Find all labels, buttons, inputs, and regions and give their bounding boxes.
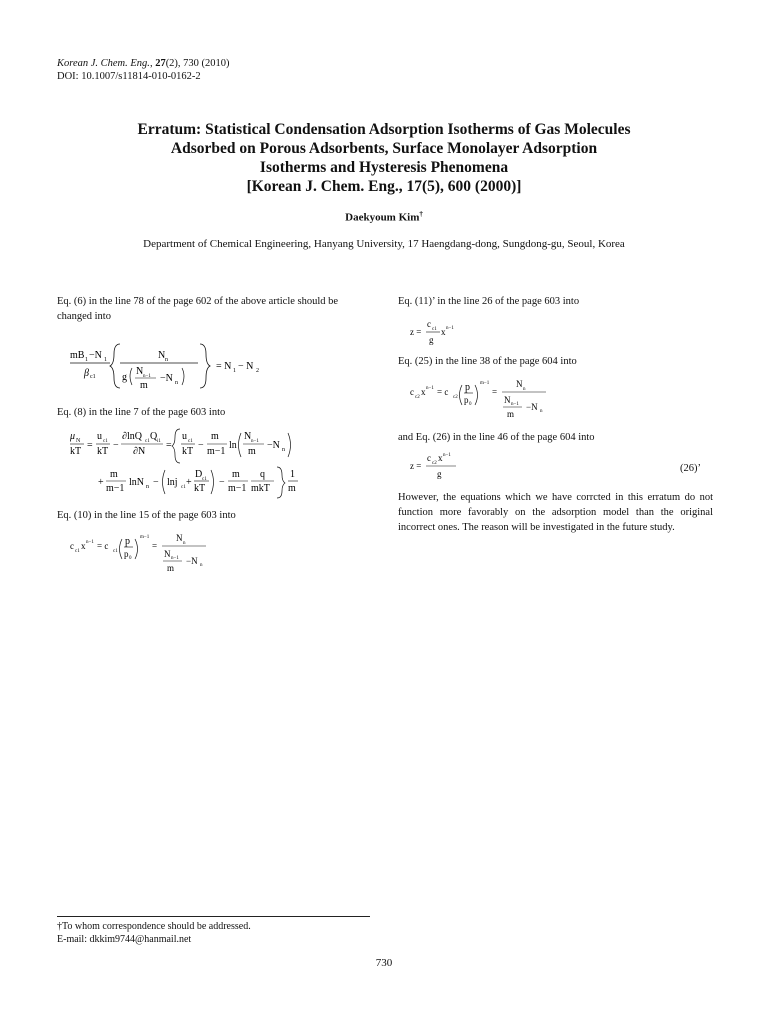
svg-text:p: p — [464, 395, 469, 405]
right-paragraph-4: However, the equations which we have corrcted in this erratum do not function more favorably on the adsorption model than the original incorrect ones. The reason will be investigated in the future study. — [398, 492, 713, 533]
svg-text:x: x — [421, 387, 426, 397]
left-paragraph-2: Eq. (8) in the line 7 of the page 603 into — [57, 407, 226, 418]
svg-text:m: m — [140, 380, 148, 391]
svg-text:n−1: n−1 — [143, 374, 151, 379]
svg-text:c2: c2 — [453, 395, 458, 400]
svg-text:Q: Q — [150, 431, 158, 442]
svg-text:c1: c1 — [181, 485, 186, 490]
svg-text:−: − — [113, 440, 119, 451]
svg-text:n: n — [523, 387, 526, 392]
svg-text:kT: kT — [194, 483, 206, 494]
svg-text:∂N: ∂N — [133, 446, 146, 457]
svg-text:c1: c1 — [188, 439, 193, 444]
equation-11 — [410, 318, 510, 351]
footnote — [57, 920, 251, 946]
svg-text:g: g — [429, 335, 434, 345]
svg-text:n: n — [282, 447, 285, 453]
title-line: Erratum: Statistical Condensation Adsorption Isotherms of Gas Molecules — [137, 121, 631, 138]
svg-text:= c: = c — [97, 541, 109, 551]
svg-text:N: N — [136, 366, 144, 377]
svg-text:N: N — [164, 549, 171, 559]
svg-text:ln: ln — [229, 440, 237, 451]
svg-text:m: m — [507, 409, 515, 419]
svg-text:n−1: n−1 — [443, 453, 451, 458]
svg-text:u: u — [97, 431, 102, 442]
svg-text:−: − — [219, 477, 225, 488]
svg-text:1: 1 — [85, 357, 88, 363]
svg-text:g: g — [122, 372, 127, 383]
svg-text:p: p — [465, 382, 470, 393]
right-paragraph-1: Eq. (11)’ in the line 26 of the page 603 into — [398, 296, 580, 307]
svg-text:c: c — [410, 387, 414, 397]
svg-text:q: q — [260, 469, 265, 480]
author — [0, 210, 768, 224]
svg-text:+: + — [98, 477, 104, 488]
author-name: Daekyoum Kim — [345, 211, 420, 224]
svg-text:−: − — [153, 477, 159, 488]
svg-text:−: − — [198, 440, 204, 451]
svg-text:c1: c1 — [75, 549, 80, 554]
svg-text:−N: −N — [526, 402, 538, 412]
footnote-correspondence: †To whom correspondence should be addressed. — [57, 921, 251, 932]
svg-text:kT: kT — [97, 446, 109, 457]
svg-text:m: m — [288, 483, 296, 494]
svg-text:1: 1 — [104, 357, 107, 363]
svg-text:n−1: n−1 — [86, 540, 94, 545]
title-line: Adsorbed on Porous Adsorbents, Surface Monolayer Adsorption — [170, 140, 598, 157]
svg-text:m−1: m−1 — [228, 483, 247, 494]
svg-text:n: n — [175, 380, 178, 386]
svg-text:1: 1 — [290, 469, 295, 480]
left-paragraph-3: Eq. (10) in the line 15 of the page 603 into — [57, 510, 236, 521]
svg-text:m−1: m−1 — [140, 535, 150, 540]
author-mark: † — [419, 210, 423, 218]
svg-text:m: m — [232, 469, 240, 480]
svg-text:n−1: n−1 — [171, 556, 179, 561]
svg-text:=: = — [152, 541, 158, 551]
svg-text:−N: −N — [160, 373, 173, 384]
svg-text:c1: c1 — [90, 374, 96, 380]
equation-25 — [410, 373, 610, 426]
svg-text:c: c — [427, 319, 431, 329]
svg-text:m−1: m−1 — [480, 381, 490, 386]
svg-text:= N: = N — [216, 361, 232, 372]
svg-text:β: β — [84, 368, 89, 379]
svg-text:N: N — [244, 431, 252, 442]
svg-text:mkT: mkT — [251, 483, 270, 494]
svg-text:m: m — [211, 431, 219, 442]
svg-text:c: c — [427, 453, 431, 463]
svg-text:n−1: n−1 — [446, 326, 454, 331]
svg-text:m: m — [248, 446, 256, 457]
svg-text:1: 1 — [233, 368, 236, 374]
svg-text:mB: mB — [70, 350, 85, 361]
svg-text:x: x — [438, 453, 443, 463]
svg-text:D: D — [195, 469, 203, 480]
right-paragraph-2: Eq. (25) in the line 38 of the page 604 into — [398, 356, 577, 367]
svg-text:x: x — [441, 327, 446, 337]
svg-text:g: g — [437, 469, 442, 479]
svg-text:−N: −N — [89, 350, 102, 361]
svg-text:c2: c2 — [432, 461, 437, 466]
svg-text:n−1: n−1 — [426, 386, 434, 391]
svg-text:n: n — [540, 409, 543, 414]
journal-issue-pages: (2), 730 (2010) — [165, 58, 230, 69]
svg-text:m: m — [167, 563, 175, 573]
svg-text:=: = — [166, 440, 172, 451]
svg-text:m−1: m−1 — [207, 446, 226, 457]
equation-8 — [70, 425, 340, 502]
svg-text:0: 0 — [129, 556, 132, 561]
svg-text:N: N — [516, 379, 523, 389]
journal-volume: 27 — [155, 58, 166, 69]
svg-text:−N: −N — [267, 440, 280, 451]
svg-text:c1: c1 — [145, 439, 150, 444]
svg-text:kT: kT — [182, 446, 194, 457]
svg-text:n−1: n−1 — [511, 402, 519, 407]
svg-text:p: p — [125, 536, 130, 547]
right-paragraph-3: and Eq. (26) in the line 46 of the page 604 into — [398, 432, 595, 443]
svg-text:lnN: lnN — [129, 477, 144, 488]
svg-text:n: n — [183, 541, 186, 546]
svg-text:z =: z = — [410, 327, 422, 337]
footnote-rule — [57, 916, 370, 917]
svg-text:=: = — [87, 440, 93, 451]
svg-text:n: n — [165, 357, 168, 363]
svg-text:=: = — [492, 387, 498, 397]
svg-text:p: p — [124, 549, 129, 559]
svg-text:N: N — [158, 350, 166, 361]
svg-text:N: N — [176, 533, 183, 543]
equation-6 — [70, 340, 320, 399]
svg-text:c1: c1 — [202, 477, 207, 482]
svg-text:+: + — [186, 477, 192, 488]
svg-text:x: x — [81, 541, 86, 551]
left-paragraph-1: Eq. (6) in the line 78 of the page 602 of the above article should be changed into — [57, 296, 339, 322]
svg-text:c2: c2 — [415, 395, 420, 400]
svg-text:∂lnQ: ∂lnQ — [122, 431, 142, 442]
svg-text:c1: c1 — [113, 549, 118, 554]
svg-text:0: 0 — [469, 402, 472, 407]
svg-text:n: n — [146, 484, 149, 490]
title-line: [Korean J. Chem. Eng., 17(5), 600 (2000)] — [246, 178, 522, 195]
article-title — [60, 120, 708, 196]
equation-26-label: (26)’ — [680, 463, 701, 474]
svg-text:= c: = c — [437, 387, 449, 397]
svg-text:−N: −N — [186, 556, 198, 566]
svg-text:μ: μ — [70, 431, 76, 442]
svg-text:n−1: n−1 — [251, 439, 259, 444]
journal-name: Korean J. Chem. Eng. — [57, 58, 150, 69]
svg-text:n: n — [200, 563, 203, 568]
affiliation: Department of Chemical Engineering, Hanyang University, 17 Haengdang-dong, Sungdong-gu, Seoul, Korea — [143, 238, 625, 250]
svg-text:− N: − N — [238, 361, 254, 372]
svg-text:z =: z = — [410, 461, 422, 471]
svg-text:u: u — [182, 431, 187, 442]
svg-text:N: N — [504, 395, 511, 405]
svg-text:c1: c1 — [432, 327, 437, 332]
svg-text:lnj: lnj — [167, 477, 178, 488]
equation-26 — [410, 452, 510, 485]
svg-text:2: 2 — [256, 368, 259, 374]
svg-text:c: c — [70, 541, 74, 551]
doi: DOI: 10.1007/s11814-010-0162-2 — [57, 71, 201, 82]
page-number: 730 — [375, 957, 393, 969]
svg-text:c1: c1 — [103, 439, 108, 444]
journal-header: Korean J. Chem. Eng., 27(2), 730 (2010) DOI: 10.1007/s11814-010-0162-2 — [57, 58, 230, 82]
equation-10 — [70, 527, 270, 580]
svg-text:m−1: m−1 — [106, 483, 125, 494]
svg-text:i1: i1 — [157, 439, 161, 444]
footnote-email: E-mail: dkkim9744@hanmail.net — [57, 934, 192, 945]
svg-text:N: N — [76, 438, 81, 444]
svg-text:kT: kT — [70, 446, 82, 457]
svg-text:m: m — [110, 469, 118, 480]
title-line: Isotherms and Hysteresis Phenomena — [259, 159, 509, 176]
